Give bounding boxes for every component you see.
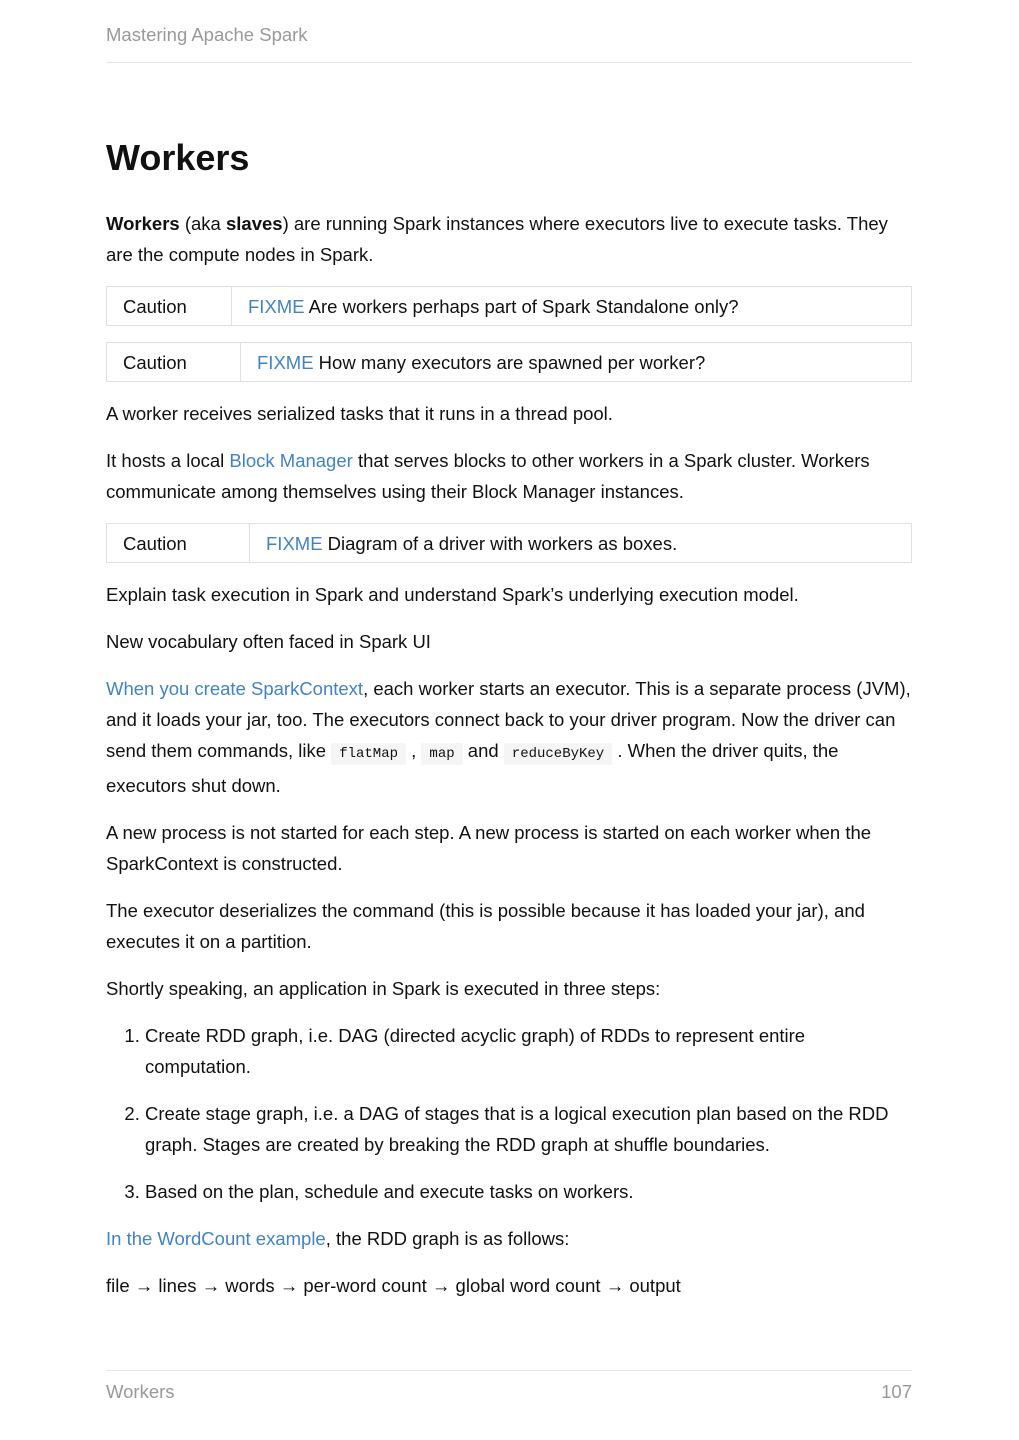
paragraph: A new process is not started for each step. A new process is started on each worker when the SparkContext is constructed. [106,822,872,874]
steps-list [106,1020,912,1207]
text: ) are running Spark instances where executors live to execute tasks. They are the compute nodes in Spark. [106,213,888,265]
paragraph: file → lines → words → per-word count → global word count → output [106,1275,681,1296]
inline-code: reduceByKey [504,743,612,765]
content [106,208,912,1317]
caution-text: How many executors are spawned per worker? [313,351,706,373]
wordcount-link[interactable]: In the WordCount example [106,1228,326,1249]
footer-chapter: Workers [106,1381,175,1402]
caution-label: Caution [107,287,232,325]
fixme-link[interactable]: FIXME [266,532,323,554]
intro-paragraph [106,208,912,270]
caution-box [106,342,912,382]
caution-label: Caution [107,343,241,381]
bold-term: Workers [106,213,180,234]
text: . When the driver quits, the executors shut down. [106,740,839,796]
text: , each worker starts an executor. This is a separate process (JVM), and it loads your jar, too. The executors connect back to your driver program. Now the driver can send them commands, like [106,678,911,761]
block-manager-link[interactable]: Block Manager [229,450,353,471]
page-title: Workers [106,137,250,178]
text: , [406,740,422,761]
page-number: 107 [881,1381,912,1402]
text: (aka [179,213,226,234]
caution-box [106,286,912,326]
footer [106,1370,912,1403]
list-item: 2. Create stage graph, i.e. a DAG of stages that is a logical execution plan based on the RDD graph. Stages are created by breaking the RDD graph at shuffle boundaries. [145,1098,912,1160]
paragraph [106,673,912,801]
fixme-link[interactable]: FIXME [257,351,314,373]
paragraph: A worker receives serialized tasks that it runs in a thread pool. [106,403,613,424]
paragraph [106,445,912,507]
fixme-link[interactable]: FIXME [248,295,305,317]
bold-term: slaves [225,213,283,234]
list-item: 1. Create RDD graph, i.e. DAG (directed acyclic graph) of RDDs to represent entire computation. [145,1020,912,1082]
paragraph: The executor deserializes the command (this is possible because it has loaded your jar), and executes it on a partition. [106,900,865,952]
caution-label: Caution [107,524,250,562]
text: and [462,740,504,761]
paragraph [106,1223,912,1254]
text: that serves blocks to other workers in a Spark cluster. Workers communicate among themselves using their Block Manager instances. [106,450,870,502]
caution-text: Are workers perhaps part of Spark Standalone only? [304,295,739,317]
text: , the RDD graph is as follows: [325,1228,570,1249]
inline-code: map [421,743,462,765]
text: It hosts a local [106,450,230,471]
paragraph: New vocabulary often faced in Spark UI [106,631,431,652]
list-item: 3. Based on the plan, schedule and execute tasks on workers. [145,1176,912,1207]
paragraph: Shortly speaking, an application in Spark is executed in three steps: [106,978,661,999]
sparkcontext-link[interactable]: When you create SparkContext [106,678,364,699]
paragraph: Explain task execution in Spark and understand Spark’s underlying execution model. [106,584,799,605]
caution-text: Diagram of a driver with workers as boxes. [322,532,678,554]
caution-box [106,523,912,563]
inline-code: flatMap [331,743,406,765]
running-header: Mastering Apache Spark [106,24,912,63]
